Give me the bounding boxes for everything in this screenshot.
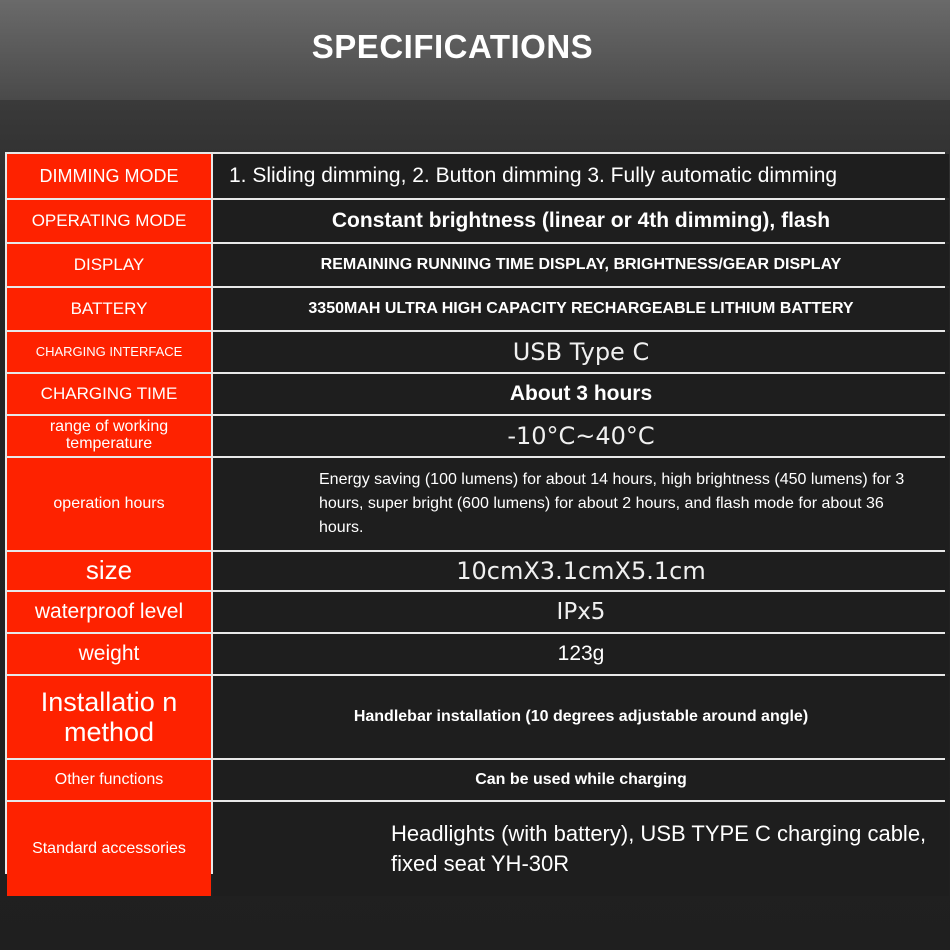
label-charging-interface: CHARGING INTERFACE — [7, 332, 211, 372]
label-dimming-mode: DIMMING MODE — [7, 154, 211, 198]
value-operating-mode: Constant brightness (linear or 4th dimming), flash — [213, 200, 949, 242]
value-waterproof-level: IPx5 — [213, 592, 949, 632]
label-charging-time: CHARGING TIME — [7, 374, 211, 414]
value-working-temperature: -10°C~40°C — [213, 416, 949, 456]
label-size: size — [7, 552, 211, 590]
label-display: DISPLAY — [7, 244, 211, 286]
value-weight: 123g — [213, 634, 949, 674]
value-display: REMAINING RUNNING TIME DISPLAY, BRIGHTNESS/GEAR DISPLAY — [213, 244, 949, 286]
label-weight: weight — [7, 634, 211, 674]
spec-table — [5, 152, 945, 874]
value-battery: 3350MAH ULTRA HIGH CAPACITY RECHARGEABLE LITHIUM BATTERY — [213, 288, 949, 330]
label-standard-accessories: Standard accessories — [7, 802, 211, 896]
value-installation-method: Handlebar installation (10 degrees adjustable around angle) — [213, 676, 949, 758]
value-operation-hours: Energy saving (100 lumens) for about 14 hours, high brightness (450 lumens) for 3 hours, super bright (600 lumens) for about 2 hours, and flash mode for about 36 hours. — [213, 458, 949, 550]
label-other-functions: Other functions — [7, 760, 211, 800]
page-title: SPECIFICATIONS — [311, 28, 594, 65]
label-working-temperature: range of working temperature — [7, 416, 211, 456]
label-battery: BATTERY — [7, 288, 211, 330]
value-dimming-mode: 1. Sliding dimming, 2. Button dimming 3. Fully automatic dimming — [213, 154, 949, 198]
label-operation-hours: operation hours — [7, 458, 211, 550]
value-charging-interface: USB Type C — [213, 332, 949, 372]
label-operating-mode: OPERATING MODE — [7, 200, 211, 242]
label-waterproof-level: waterproof level — [7, 592, 211, 632]
value-other-functions: Can be used while charging — [213, 760, 949, 800]
value-charging-time: About 3 hours — [213, 374, 949, 414]
label-installation-method: Installatio n method — [7, 676, 211, 758]
value-standard-accessories: Headlights (with battery), USB TYPE C charging cable, fixed seat YH-30R — [213, 802, 949, 896]
value-size: 10cmX3.1cmX5.1cm — [213, 552, 949, 590]
